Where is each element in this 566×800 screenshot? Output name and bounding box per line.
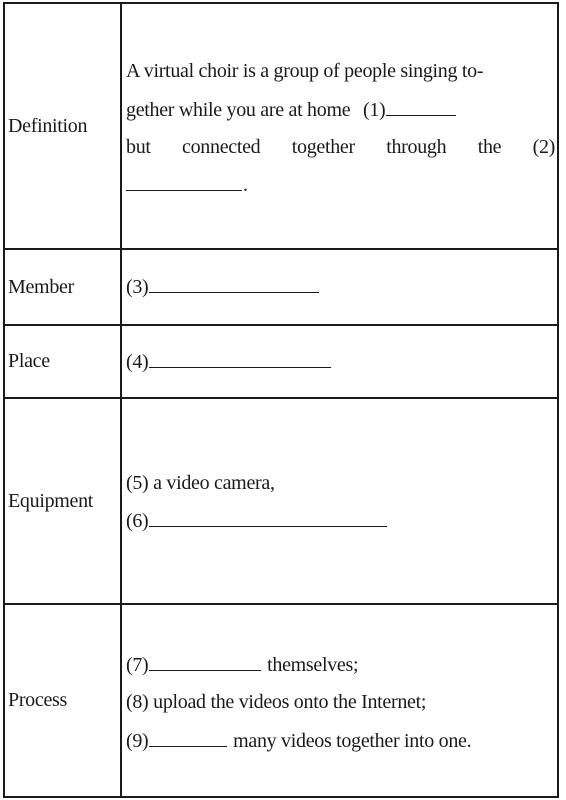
definition-word: connected <box>182 136 261 158</box>
answer-blank-1[interactable] <box>386 114 456 116</box>
row-label-process: Process <box>5 605 122 796</box>
answer-blank-9[interactable] <box>149 745 227 747</box>
process-step-7-text: themselves; <box>267 654 359 676</box>
definition-word: through <box>386 136 447 158</box>
definition-content <box>122 4 557 248</box>
blank-number-1: (1) <box>363 99 386 121</box>
worksheet-table <box>3 2 559 798</box>
table-row-member <box>5 250 557 326</box>
definition-line-4 <box>126 174 555 197</box>
table-row-definition <box>5 4 557 250</box>
process-line-3 <box>126 730 555 753</box>
answer-blank-2[interactable] <box>126 189 242 191</box>
table-row-equipment <box>5 399 557 605</box>
place-content <box>122 326 557 397</box>
definition-line-2 <box>126 99 555 122</box>
definition-word: together <box>291 136 355 158</box>
place-line <box>126 351 555 374</box>
definition-period: . <box>243 174 248 196</box>
process-line-2: (8) upload the videos onto the Internet; <box>126 691 427 713</box>
blank-number-9: (9) <box>126 730 149 752</box>
definition-word: but <box>126 136 151 158</box>
process-step-9-text: many videos together into one. <box>233 730 472 752</box>
definition-line-3 <box>126 136 555 159</box>
blank-number-4: (4) <box>126 351 149 373</box>
row-label-place: Place <box>5 326 122 397</box>
equipment-line-1: (5) a video camera, <box>126 472 275 494</box>
blank-number-7: (7) <box>126 654 149 676</box>
process-line-1 <box>126 654 555 677</box>
blank-number-3: (3) <box>126 276 149 298</box>
equipment-content <box>122 399 557 603</box>
row-label-definition: Definition <box>5 4 122 248</box>
member-line <box>126 276 555 299</box>
table-row-place <box>5 326 557 399</box>
blank-number-6: (6) <box>126 510 149 532</box>
table-row-process <box>5 605 557 796</box>
definition-line-2-text: gether while you are at home <box>126 99 351 121</box>
definition-line-1: A virtual choir is a group of people singing to- <box>126 60 484 82</box>
definition-word: the <box>477 136 502 158</box>
answer-blank-7[interactable] <box>149 669 261 671</box>
equipment-line-2 <box>126 510 555 533</box>
process-content <box>122 605 557 796</box>
blank-number-2: (2) <box>532 136 555 158</box>
answer-blank-6[interactable] <box>149 525 387 527</box>
member-content <box>122 250 557 324</box>
row-label-equipment: Equipment <box>5 399 122 603</box>
answer-blank-4[interactable] <box>149 366 331 368</box>
answer-blank-3[interactable] <box>149 291 319 293</box>
row-label-member: Member <box>5 250 122 324</box>
